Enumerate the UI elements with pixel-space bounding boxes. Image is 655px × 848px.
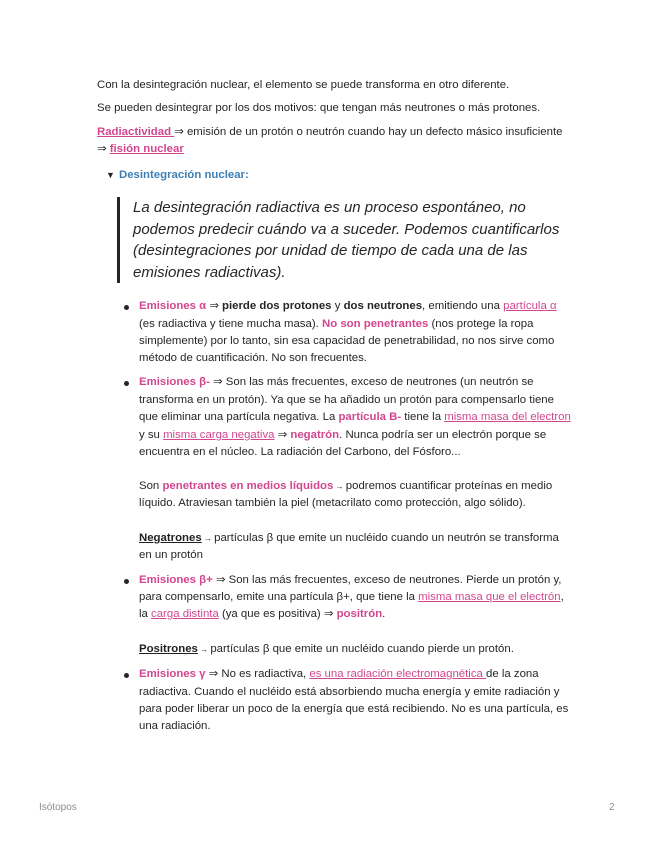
misma-carga-negativa-link[interactable]: misma carga negativa (163, 429, 275, 441)
beta-minus-line-2: transforma en un protón). Ya que se ha añadido un protón para compensarlo tiene (139, 394, 554, 406)
alpha-line-3: simplemente) por lo tanto, sin esa capacidad de penetrabilidad, no nos sirve como (139, 335, 555, 347)
radiacion-electromagnetica-link[interactable]: es una radiación electromagnética (309, 668, 487, 680)
negatrones-term: Negatrones (139, 532, 202, 544)
footer-page-number: 2 (609, 802, 615, 813)
quote-block (117, 197, 590, 283)
bullet-icon (124, 381, 129, 386)
bullet-icon (124, 579, 129, 584)
fision-nuclear-link[interactable]: fisión nuclear (109, 143, 184, 155)
beta-minus-label: Emisiones β- (139, 376, 210, 388)
gamma-line-4: una radiación. (139, 720, 211, 732)
negatrones-line-2: en un protón (139, 549, 203, 561)
alpha-label: Emisiones α (139, 300, 207, 312)
particula-alpha-link[interactable]: partícula α (503, 300, 557, 312)
no-penetrantes-text: No son penetrantes (321, 318, 429, 330)
positrones-term: Positrones (139, 643, 198, 655)
document-page: Con la desintegración nuclear, el elemento se puede transforma en otro diferente. Se pueden desintegrar por los dos motivos: que tengan más neutrones o más protones. Radiactividad ⇒ emisión de un protón o neutrón cuando hay un defecto másico insuficiente ⇒ fisión nuclear ▼ Desintegración nuclear: La desintegración radiactiva es un proceso espontáneo, no podemos predecir cuándo va a suceder. Podemos cuantificarlos (desintegraciones por unidad de tiempo de cada una de las emisiones radiactivas). Emisiones α ⇒ pierde dos protones y dos neutrones, emitiendo una partícula α (es radiactiva y tiene mucha masa). No son penetrantes (nos protege la ropa simplemente) por lo tanto, sin esa capacidad de penetrabilidad, no nos sirve como método de cuantificación. No son frecuentes. Emisiones β- ⇒ Son las más frecuentes, exceso de neutrones (un neutrón se transforma en un protón). Ya que se ha añadido un protón para compensarlo tiene que eliminar una partícula negativa. La partícula B- tiene la misma masa del electron y su misma carga negativa ⇒ negatrón. Nunca podría ser un electrón porque se encuentra en el núcleo. La radiación del Carbono, del Fósforo... Son penetrantes en medios líquidos → podremos cuantificar proteínas en medio líquido. Atraviesan también la piel (metacrilato como protección, algo sólido). Negatrones → partículas β que emite un nucléido cuando un neutrón se transforma en un protón Emisiones β+ ⇒ Son las más frecuentes, exceso de neutrones. Pierde un protón y, para compensarlo, emite una partícula β+, que tiene la misma masa que el electrón, la carga distinta (ya que es positiva) ⇒ positrón. Positrones → partículas β que emite un nucléido cuando pierde un protón. Emisiones γ ⇒ No es radiactiva, es una radiación electromagnética de la zona radiactiva. Cuando el nucléido está absorbiendo mucha energía y emite radiación y para poder liberar un poco de la energía que está recibiendo. No es una partícula, es una radiación. Isótopos 2 (39, 79, 615, 813)
beta-minus-sub-line-2: líquido. Atraviesan también la piel (metacrilato como protección, algo sólido). (139, 497, 526, 509)
beta-plus-label: Emisiones β+ (139, 574, 213, 586)
particula-b-minus-text: partícula B- (338, 411, 402, 423)
misma-masa-electron-link[interactable]: misma masa del electron (444, 411, 571, 423)
penetrantes-liquidos-text: penetrantes en medios líquidos (162, 480, 334, 492)
carga-distinta-link[interactable]: carga distinta (151, 608, 219, 620)
radiactividad-link[interactable]: Radiactividad (97, 126, 175, 138)
bullet-icon (124, 305, 129, 310)
positron-text: positrón (336, 608, 383, 620)
gamma-line-3: para poder liberar un poco de la energía que está recibiendo. No es una partícula, es (139, 703, 569, 715)
toggle-heading: Desintegración nuclear: (119, 169, 249, 181)
quote-text: La desintegración radiactiva es un proceso espontáneo, no podemos predecir cuándo va a suceder. Podemos cuantificarlos (desintegraciones por unidad de tiempo de cada una de las emisiones radiactivas). (133, 199, 560, 281)
footer-title: Isótopos (39, 802, 77, 813)
gamma-label: Emisiones γ (139, 668, 206, 680)
bullet-icon (124, 673, 129, 678)
negatron-text: negatrón (290, 429, 340, 441)
intro-paragraph-1: Con la desintegración nuclear, el elemento se puede transforma en otro diferente. (97, 79, 510, 91)
beta-minus-line-5: encuentra en el núcleo. La radiación del Carbono, del Fósforo... (139, 446, 461, 458)
alpha-line-4: método de cuantificación. No son frecuentes. (139, 352, 367, 364)
misma-masa-que-electron-link[interactable]: misma masa que el electrón (418, 591, 561, 603)
toggle-desintegracion-nuclear[interactable] (106, 167, 249, 184)
gamma-line-2: radiactiva. Cuando el nucléido está absorbiendo mucha energía y emite radiación y (139, 686, 560, 698)
intro-paragraph-2: Se pueden desintegrar por los dos motivos: que tengan más neutrones o más protones. (97, 102, 541, 114)
toggle-triangle-icon[interactable]: ▼ (106, 170, 115, 180)
